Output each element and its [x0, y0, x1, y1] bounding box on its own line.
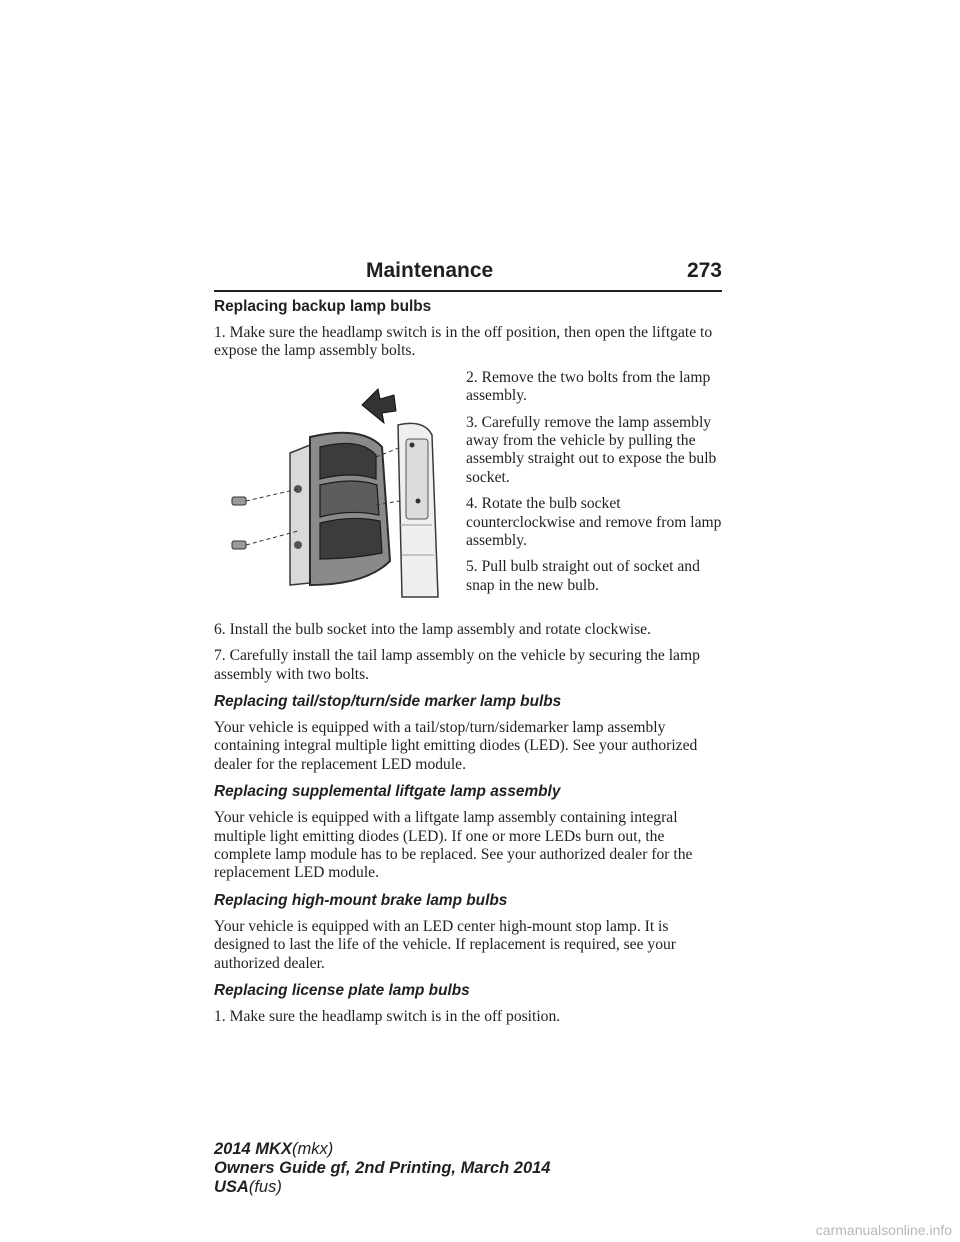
footer-model-code: (mkx): [291, 1140, 334, 1158]
backup-step-7: 7. Carefully install the tail lamp assembly on the vehicle by securing the lamp assembly with two bolts.: [214, 647, 700, 683]
footer-guide: Owners Guide gf, 2nd Printing, March 2014: [214, 1159, 551, 1177]
tail-lamp-body: Your vehicle is equipped with a tail/stop/turn/sidemarker lamp assembly containing integral multiple light emitting diodes (LED). See your authorized dealer for the replacement LED module.: [214, 719, 698, 773]
heading-license-plate-lamp: Replacing license plate lamp bulbs: [214, 982, 470, 1000]
backup-step-2: 2. Remove the two bolts from the lamp assembly.: [466, 368, 711, 405]
heading-tail-lamp: Replacing tail/stop/turn/side marker lamp bulbs: [214, 693, 562, 711]
page-content: [214, 297, 722, 1035]
backup-step-3: 3. Carefully remove the lamp assembly away from the vehicle by pulling the assembly straight out to expose the bulb socket.: [466, 413, 717, 486]
figure-row: [214, 369, 722, 613]
liftgate-lamp-body: Your vehicle is equipped with a liftgate lamp assembly containing integral multiple light emitting diodes (LED). If one or more LEDs burn out, the complete lamp module has to be replaced. See your authorized dealer for the replacement LED module.: [214, 809, 693, 882]
figure-steps: [466, 369, 722, 603]
high-mount-lamp-body: Your vehicle is equipped with an LED center high-mount stop lamp. It is designed to last the life of the vehicle. If replacement is required, see your authorized dealer.: [214, 917, 677, 972]
footer-model: 2014 MKX: [214, 1140, 292, 1158]
heading-high-mount-lamp: Replacing high-mount brake lamp bulbs: [214, 891, 508, 909]
backup-step-4: 4. Rotate the bulb socket counterclockwise and remove from lamp assembly.: [466, 495, 722, 550]
license-step-1: 1. Make sure the headlamp switch is in the off position.: [214, 1008, 561, 1026]
tail-lamp-assembly-icon: [226, 375, 444, 603]
watermark: carmanualsonline.info: [815, 1222, 952, 1238]
page-header: [366, 257, 722, 289]
heading-backup-lamp: Replacing backup lamp bulbs: [214, 298, 432, 315]
page-footer: [214, 1140, 634, 1197]
backup-step-5: 5. Pull bulb straight out of socket and snap in the new bulb.: [466, 558, 700, 594]
page-number: 273: [686, 259, 722, 282]
footer-region-line: [214, 1178, 634, 1197]
tail-lamp-illustration: [226, 375, 444, 603]
header-divider: [214, 290, 722, 292]
footer-region: USA: [214, 1178, 249, 1196]
backup-step-6: 6. Install the bulb socket into the lamp assembly and rotate clockwise.: [214, 620, 651, 638]
heading-liftgate-lamp: Replacing supplemental liftgate lamp assembly: [214, 783, 561, 801]
backup-step-1: 1. Make sure the headlamp switch is in the off position, then open the liftgate to expose the lamp assembly bolts.: [214, 324, 713, 360]
section-title: Maintenance: [366, 259, 494, 282]
footer-region-code: (fus): [248, 1178, 282, 1196]
footer-model-line: [214, 1140, 634, 1159]
